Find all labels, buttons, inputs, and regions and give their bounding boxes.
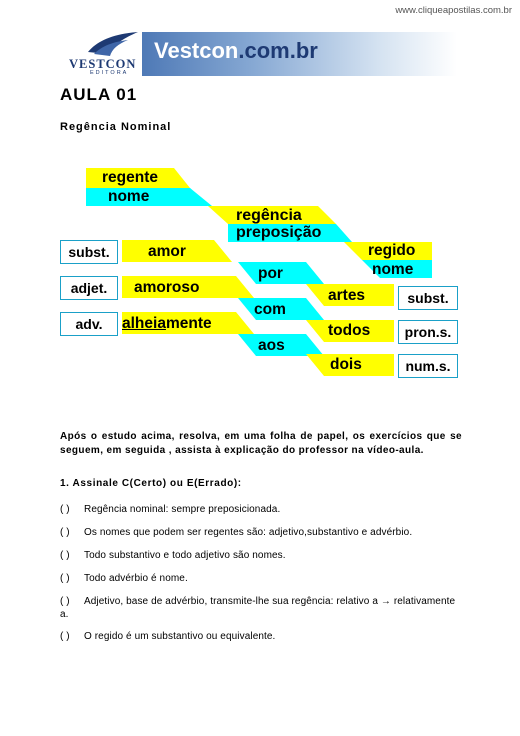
label-com: com [254,301,286,318]
label-artes: artes [328,287,366,304]
lesson-title: AULA 01 [60,85,138,104]
site-url: www.cliqueapostilas.com.br [395,5,512,16]
exercise-item: ( ) O regido é um substantivo ou equivalente. [60,631,276,642]
label-por: por [258,265,283,282]
box-subst-left: subst. [60,240,118,264]
box-adjet: adjet. [60,276,118,300]
logo-wordmark: VESTCON [69,57,137,71]
label-nome-right: nome [372,261,414,278]
label-regente: regente [102,169,158,186]
banner-title: Vestcon.com.br [154,38,318,63]
label-amor: amor [148,243,186,260]
label-alheiamente: alheiamente [122,315,212,332]
label-regencia: regência [236,207,302,224]
exercise-item: ( ) Adjetivo, base de advérbio, transmite-lhe sua regência: relativo a → relativamente a. [60,596,456,620]
box-pron: pron.s. [398,320,458,344]
label-amoroso: amoroso [134,279,200,296]
box-adv: adv. [60,312,118,336]
label-regido: regido [368,242,416,259]
exercise-item: ( ) Os nomes que podem ser regentes são: adjetivo,substantivo e advérbio. [60,527,413,538]
exercise-item: ( ) Todo substantivo e todo adjetivo são nomes. [60,550,286,561]
label-todos: todos [328,322,371,339]
label-preposicao: preposição [236,224,322,241]
exercise-title: 1. Assinale C(Certo) ou E(Errado): [60,478,242,489]
lesson-subtitle: Regência Nominal [60,121,172,133]
label-nome-top: nome [108,188,150,205]
exercise-item: ( ) Todo advérbio é nome. [60,573,188,584]
exercise-item: ( ) Regência nominal: sempre preposicionada. [60,504,281,515]
label-dois: dois [330,356,362,373]
logo-subtext: EDITORA [90,70,129,76]
box-num: num.s. [398,354,458,378]
label-aos: aos [258,337,285,354]
intro-paragraph: Após o estudo acima, resolva, em uma folha de papel, os exercícios que se seguem, em seguida , assista à explicação do professor na vídeo-aula. [60,431,462,456]
box-subst-right: subst. [398,286,458,310]
